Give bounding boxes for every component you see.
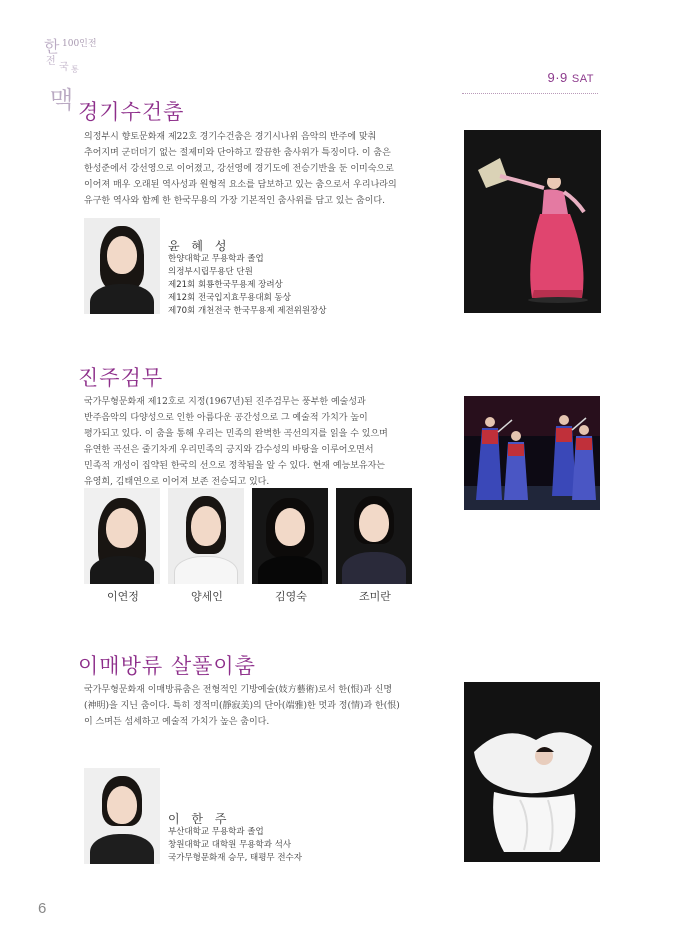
desc-line: 국가무형문화재 이매방류춤은 전형적인 기방예술(妓方藝術)로서 한(恨)과 신명 (84, 685, 393, 695)
bio-item: 제21회 회룡한국무용제 장려상 (168, 280, 283, 290)
bio-item: 한양대학교 무용학과 졸업 (168, 254, 264, 264)
desc-line: 이 스며든 섬세하고 예술적 가치가 높은 춤이다. (84, 717, 270, 727)
desc-line: 한성준에서 강선영으로 이어졌고, 강선영에 경기도에 전승기반을 둔 이미숙으로 (84, 164, 394, 174)
section-title-gyeonggi-sugeonchum: 경기수건춤 (78, 100, 185, 124)
brand-han: 한 (44, 37, 60, 56)
desc-line: 유구한 역사와 함께 한 한국무용의 가장 기본적인 춤사위를 담고 있는 춤이다. (84, 196, 385, 206)
desc-line: 국가무형문화재 제12호로 지정(1967년)된 진주검무는 풍부한 예술성과 (84, 397, 366, 407)
performer-name: 윤 혜 성 (168, 239, 231, 253)
member-name: 김영숙 (275, 590, 307, 603)
date-day: SAT (571, 73, 594, 85)
brand-count: 100인전 (62, 39, 97, 49)
bio-item: 창원대학교 대학원 무용학과 석사 (168, 840, 292, 850)
section-description-salpuri (84, 682, 454, 730)
member-photo-lee-yeonjeong (84, 488, 160, 584)
desc-line: 유연한 곡선은 줄기차게 우리민족의 긍지와 감수성의 바탕을 이루어오면서 (84, 445, 374, 455)
performer-photo-yun-hyeseong (84, 218, 160, 314)
dance-photo-geommu (464, 396, 600, 510)
date-divider (462, 93, 598, 94)
brand-guk: 국 (59, 62, 69, 73)
desc-line: 평가되고 있다. 이 춤을 통해 우리는 민족의 완벽한 곡선의지를 읽을 수 있으며 (84, 429, 388, 439)
member-photo-yang-sein (168, 488, 244, 584)
section-description-gyeonggi (84, 129, 454, 209)
dance-photo-salpuri (464, 682, 600, 862)
desc-line: 의정부시 향토문화재 제22호 경기수건춤은 경기시나위 음악의 반주에 맞춰 (84, 132, 377, 142)
member-photo-kim-youngsuk (252, 488, 328, 584)
performer-name: 이 한 주 (168, 812, 231, 826)
bio-item: 국가무형문화재 승무, 태평무 전수자 (168, 853, 302, 863)
bio-item: 제70회 개천전국 한국무용제 제전위원장상 (168, 306, 327, 316)
dance-photo-sugeonchum (464, 130, 601, 313)
member-photo-jo-miran (336, 488, 412, 584)
desc-line: (神明)을 지닌 춤이다. 특히 정적미(靜寂美)의 단아(端雅)한 멋과 정(情)과 한(恨) (84, 701, 400, 711)
performer-bio (168, 826, 302, 865)
member-name: 양세인 (191, 590, 223, 603)
desc-line: 추어지며 군더더기 없는 절제미와 단아하고 깔끔한 춤사위가 특징이다. 이 춤은 (84, 148, 391, 158)
brand-tong: 통 (71, 65, 79, 74)
desc-line: 유영희, 김태연으로 이어져 보존 전승되고 있다. (84, 477, 270, 487)
section-title-jinju-geommu: 진주검무 (78, 366, 164, 390)
member-name: 조미란 (359, 590, 391, 603)
bio-item: 의정부시립무용단 단원 (168, 267, 253, 277)
bio-item: 제12회 전국입지효무용대회 동상 (168, 293, 291, 303)
desc-line: 민족적 개성이 집약된 한국의 선으로 정착됨을 알 수 있다. 현재 예능보유자는 (84, 461, 385, 471)
page-number: 6 (38, 900, 47, 917)
desc-line: 반주음악의 다양성으로 인한 아름다운 공간성으로 그 예술적 가치가 높이 (84, 413, 368, 423)
performer-bio (168, 253, 327, 318)
member-name: 이연정 (107, 590, 139, 603)
brand-maek: 맥 (50, 86, 74, 114)
bio-item: 부산대학교 무용학과 졸업 (168, 827, 264, 837)
brand-jeon: 전 (46, 56, 56, 67)
section-description-jinju (84, 394, 454, 490)
event-date (548, 70, 595, 85)
section-title-salpurichum: 이매방류 살풀이춤 (78, 654, 256, 678)
desc-line: 이어져 매우 오래된 역사성과 원형적 요소를 담보하고 있는 춤으로서 우리나라의 (84, 180, 397, 190)
date-value: 9·9 (547, 70, 568, 85)
performer-photo-lee-hanju (84, 768, 160, 864)
